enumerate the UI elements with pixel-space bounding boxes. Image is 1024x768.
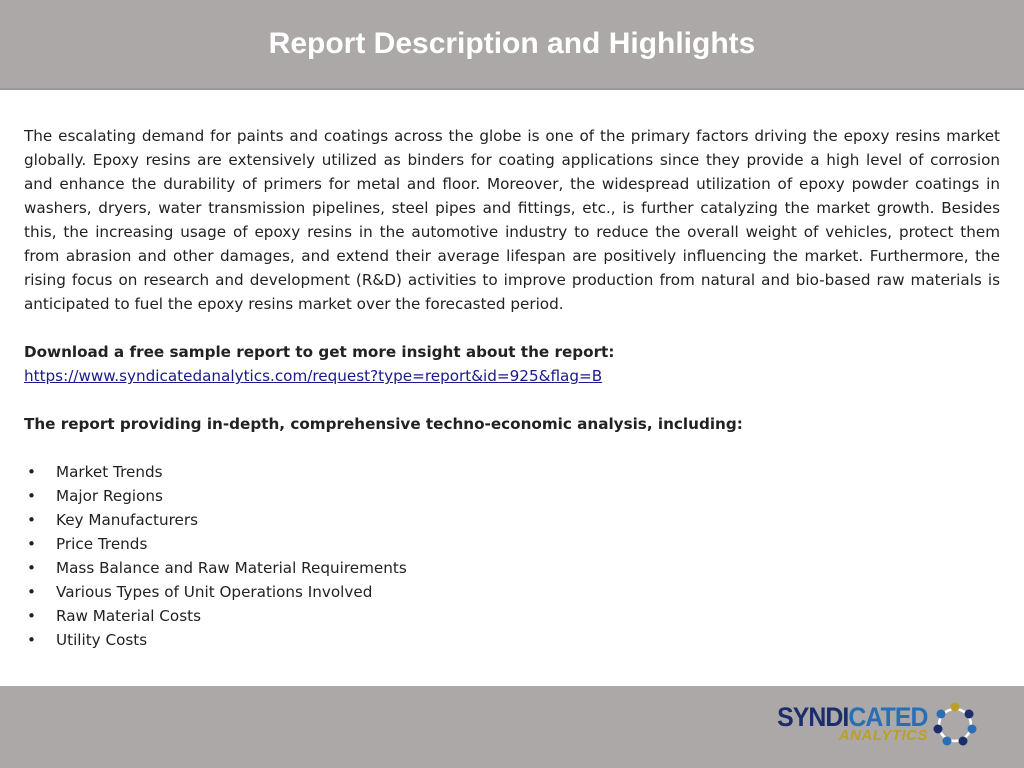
footer-bar: [0, 686, 1024, 768]
bullet-icon: •: [27, 487, 36, 505]
logo-text-part1: SYNDI: [777, 702, 849, 732]
header-bar: [0, 0, 1024, 90]
list-item-label: Mass Balance and Raw Material Requirements: [56, 559, 407, 577]
list-item: [24, 532, 1000, 556]
list-item: [24, 556, 1000, 580]
report-content: [24, 124, 1000, 652]
company-logo: [777, 700, 1000, 750]
bullet-icon: •: [27, 583, 36, 601]
list-item: [24, 628, 1000, 652]
list-item: [24, 604, 1000, 628]
description-paragraph: The escalating demand for paints and coatings across the globe is one of the primary factors driving the epoxy resins market globally. Epoxy resins are extensively utilized as binders for coating applications since they provide a high level of corrosion and enhance the durability of primers for metal and floor. Moreover, the widespread utilization of epoxy powder coatings in washers, dryers, water transmission pipelines, steel pipes and fittings, etc., is further catalyzing the market growth. Besides this, the increasing usage of epoxy resins in the automotive industry to reduce the overall weight of vehicles, protect them from abrasion and other damages, and extend their average lifespan are positively influencing the market. Furthermore, the rising focus on research and development (R&D) activities to improve production from natural and bio-based raw materials is anticipated to fuel the epoxy resins market over the forecasted period.: [24, 127, 1000, 313]
bullet-icon: •: [27, 463, 36, 481]
page-title: Report Description and Highlights: [268, 27, 756, 60]
list-item-label: Major Regions: [56, 487, 163, 505]
logo-subtext: ANALYTICS: [838, 727, 928, 744]
list-item-label: Utility Costs: [56, 631, 148, 649]
download-link[interactable]: https://www.syndicatedanalytics.com/request?type=report&id=925&flag=B: [24, 367, 603, 385]
list-item-label: Market Trends: [56, 463, 163, 481]
list-item: [24, 484, 1000, 508]
bullet-icon: •: [27, 559, 36, 577]
logo-text-part2: CATED: [848, 702, 928, 732]
network-circle-icon: [932, 702, 978, 748]
bullet-icon: •: [27, 511, 36, 529]
topics-list: [24, 460, 1000, 652]
spacer: [24, 388, 1000, 412]
list-item: [24, 580, 1000, 604]
bullet-icon: •: [27, 631, 36, 649]
list-item-label: Various Types of Unit Operations Involved: [56, 583, 373, 601]
spacer: [24, 436, 1000, 460]
download-heading: Download a free sample report to get more insight about the report:: [24, 343, 615, 361]
list-item-label: Key Manufacturers: [56, 511, 199, 529]
bullet-icon: •: [27, 607, 36, 625]
list-item-label: Price Trends: [56, 535, 148, 553]
spacer: [24, 316, 1000, 340]
list-item-label: Raw Material Costs: [56, 607, 201, 625]
list-item: [24, 508, 1000, 532]
analysis-heading: The report providing in-depth, comprehensive techno-economic analysis, including:: [24, 415, 743, 433]
list-item: [24, 460, 1000, 484]
bullet-icon: •: [27, 535, 36, 553]
